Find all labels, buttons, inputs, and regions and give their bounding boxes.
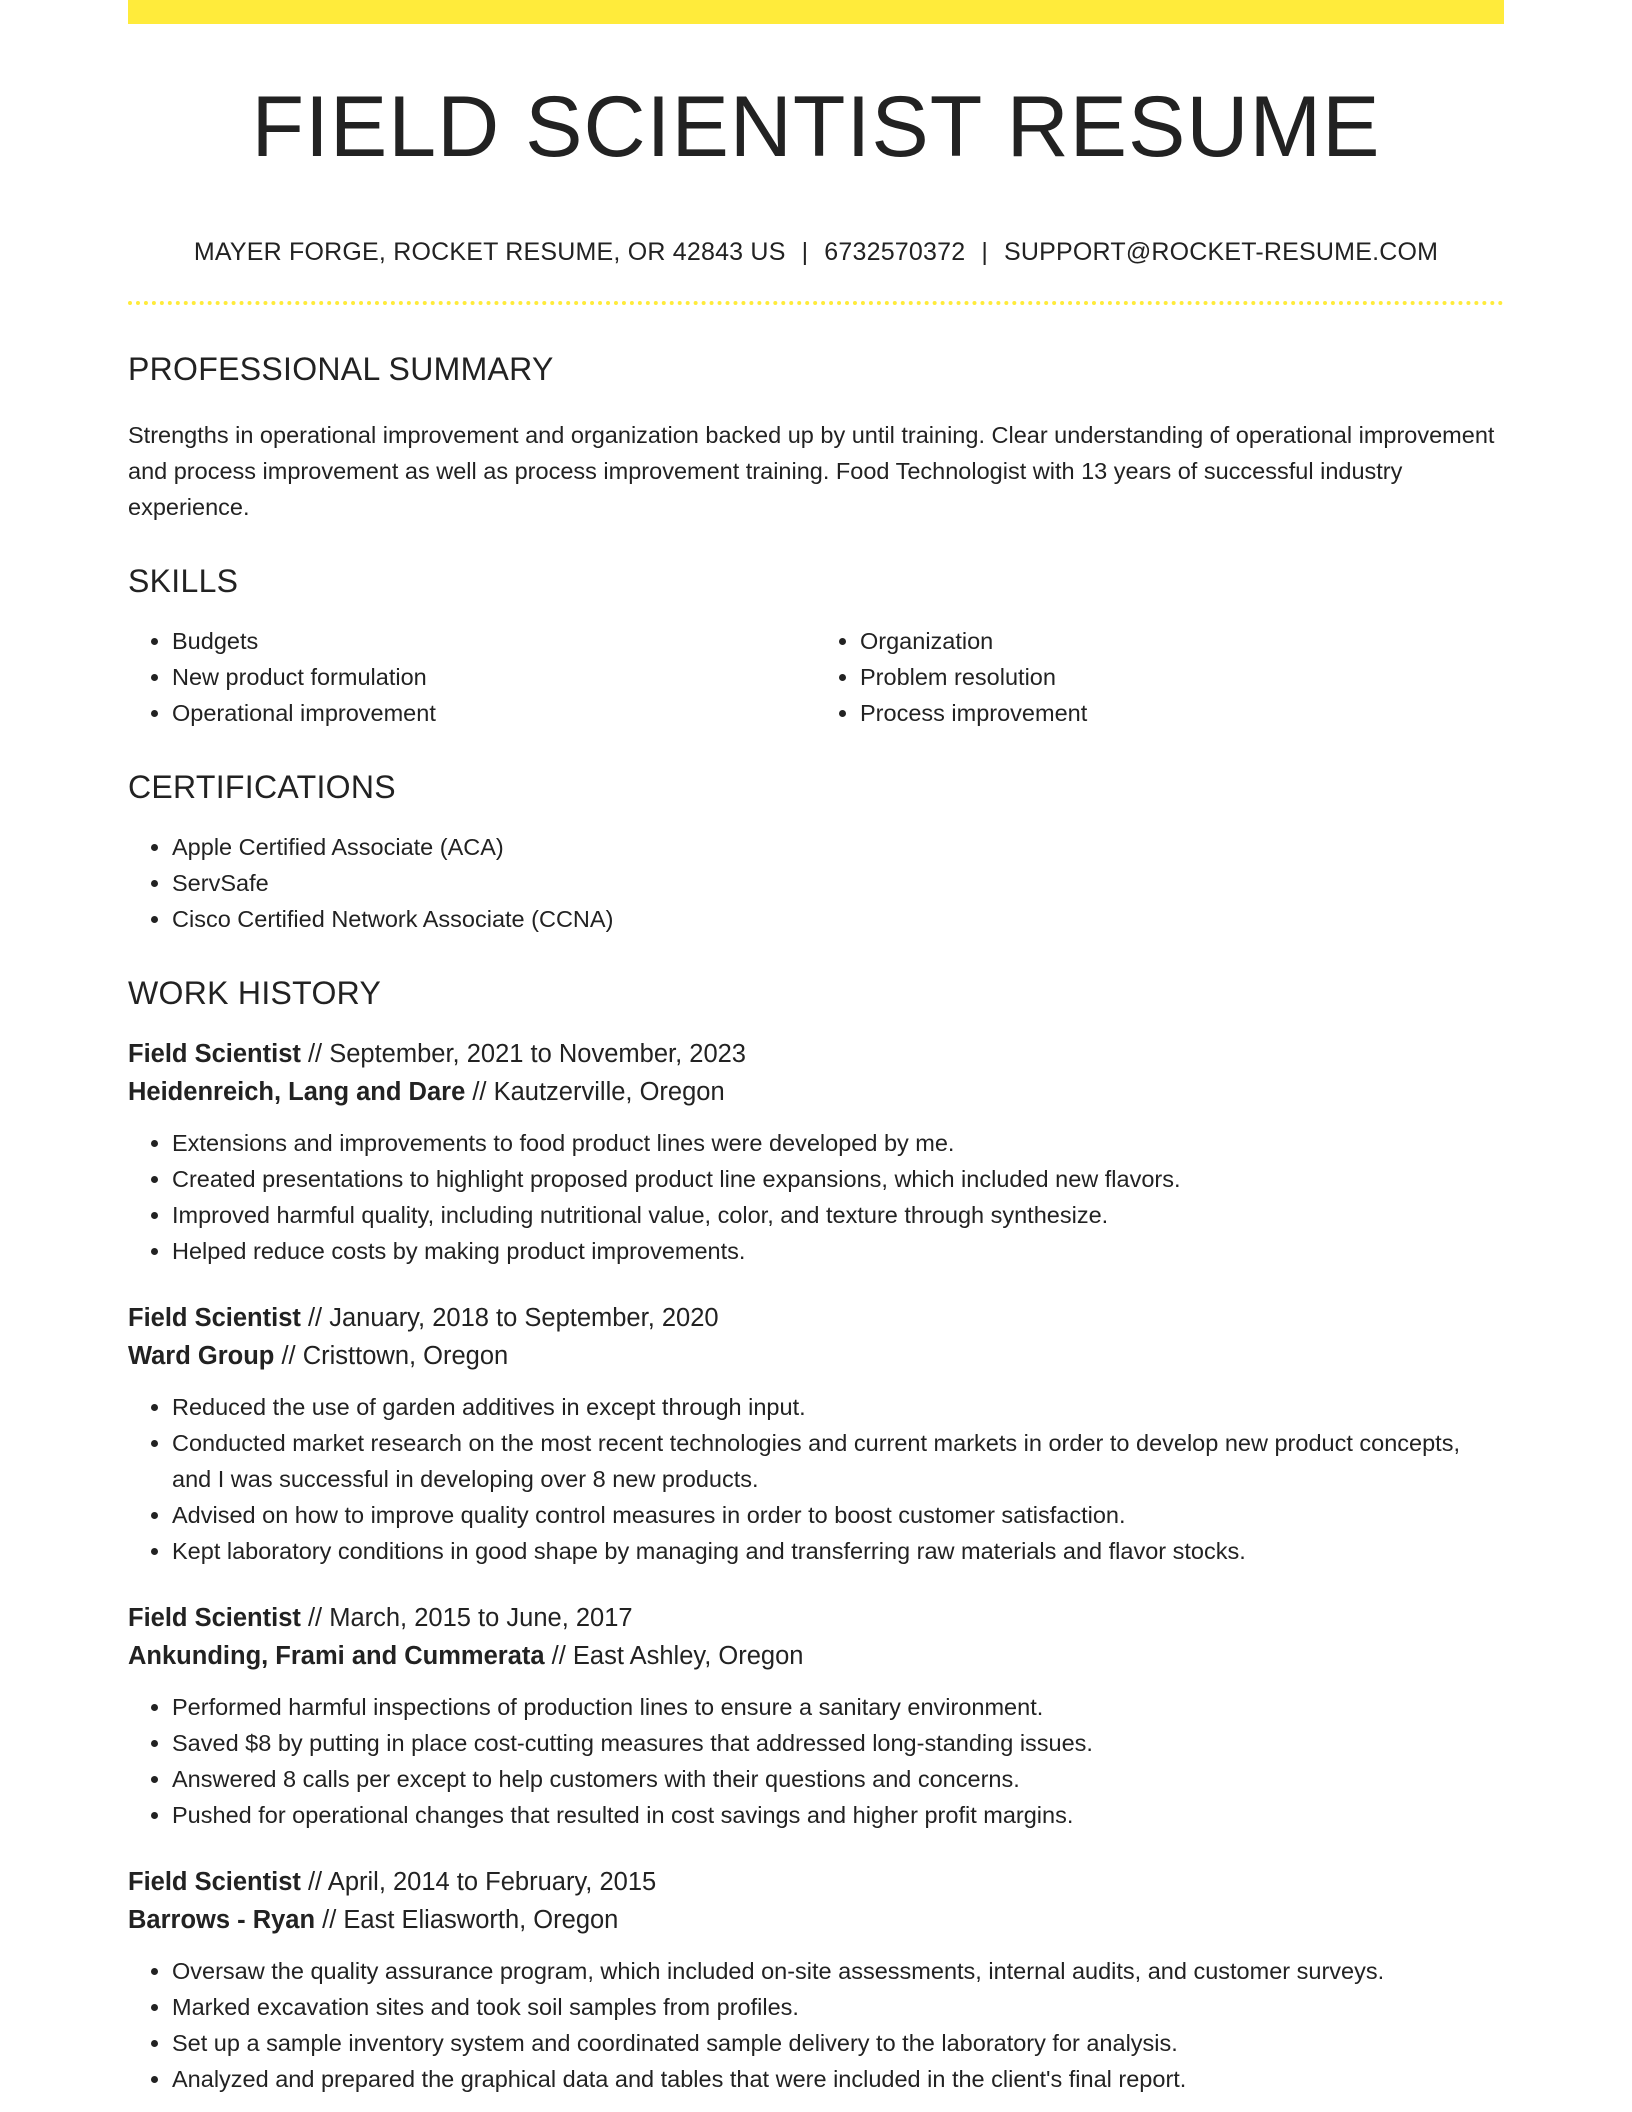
job-dates: // September, 2021 to November, 2023 (300, 1040, 746, 1068)
job-bullets (128, 1689, 1504, 1833)
job-company-line (128, 1637, 1504, 1675)
job-bullet: • Conducted market research on the most recent technologies and current markets in order to develop new product concepts, and I was successful in developing over 8 new products. (172, 1425, 1504, 1497)
job-title: Field Scientist (128, 1040, 301, 1068)
job-bullet: • Pushed for operational changes that resulted in cost savings and higher profit margins. (172, 1797, 1504, 1833)
contact-separator: | (981, 238, 989, 266)
job-location: // Cristtown, Oregon (274, 1342, 509, 1370)
job-bullet: • Reduced the use of garden additives in except through input. (172, 1389, 1504, 1425)
job-title: Field Scientist (128, 1304, 301, 1332)
job-title: Field Scientist (128, 1604, 301, 1632)
job-location: // East Eliasworth, Oregon (315, 1906, 619, 1934)
summary-text: Strengths in operational improvement and organization backed up by until training. Clear understanding of operational improvement and process improvement as well as process improvement training. Food Technologist with 13 years of successful industry experience. (128, 422, 1495, 520)
job-entry (128, 1035, 1504, 1269)
job-bullets (128, 1389, 1504, 1569)
job-bullet: • Set up a sample inventory system and coordinated sample delivery to the laboratory for analysis. (172, 2025, 1504, 2061)
skills-list-left (128, 623, 816, 731)
dotted-divider (128, 301, 1504, 305)
job-company-line (128, 1901, 1504, 1939)
job-bullet: • Performed harmful inspections of production lines to ensure a sanitary environment. (172, 1689, 1504, 1725)
work-history-heading: WORK HISTORY (128, 975, 382, 1011)
job-bullet: • Analyzed and prepared the graphical data and tables that were included in the client's final report. (172, 2061, 1504, 2097)
resume-title: FIELD SCIENTIST RESUME (251, 79, 1381, 175)
job-company-line (128, 1337, 1504, 1375)
job-dates: // January, 2018 to September, 2020 (300, 1304, 719, 1332)
skills-section (128, 565, 1504, 731)
job-bullet: • Marked excavation sites and took soil samples from profiles. (172, 1989, 1504, 2025)
resume-page (128, 0, 1504, 2097)
job-dates: // March, 2015 to June, 2017 (300, 1604, 633, 1632)
job-title-line (128, 1299, 1504, 1337)
certification-item: • Apple Certified Associate (ACA) (172, 829, 1504, 865)
job-entry (128, 1599, 1504, 1833)
skill-item: • Budgets (172, 623, 816, 659)
contact-phone: 6732570372 (824, 238, 966, 266)
job-entry (128, 1299, 1504, 1569)
job-company: Ankunding, Frami and Cummerata (128, 1642, 545, 1670)
job-location: // East Ashley, Oregon (544, 1642, 804, 1670)
contact-address: MAYER FORGE, ROCKET RESUME, OR 42843 US (193, 238, 786, 266)
job-bullet: • Kept laboratory conditions in good shape by managing and transferring raw materials and flavor stocks. (172, 1533, 1504, 1569)
skills-columns (128, 623, 1504, 731)
job-company-line (128, 1073, 1504, 1111)
summary-section (128, 353, 1504, 525)
certifications-section (128, 771, 1504, 937)
accent-bar (128, 0, 1504, 24)
job-company: Ward Group (128, 1342, 275, 1370)
job-title-line (128, 1599, 1504, 1637)
job-title-line (128, 1863, 1504, 1901)
work-history-section (128, 977, 1504, 2097)
job-location: // Kautzerville, Oregon (465, 1078, 725, 1106)
job-company: Heidenreich, Lang and Dare (128, 1078, 466, 1106)
job-company: Barrows - Ryan (128, 1906, 316, 1934)
job-dates: // April, 2014 to February, 2015 (300, 1868, 657, 1896)
skill-item: • Problem resolution (860, 659, 1504, 695)
job-bullet: • Helped reduce costs by making product improvements. (172, 1233, 1504, 1269)
skill-item: • Process improvement (860, 695, 1504, 731)
certification-item: • ServSafe (172, 865, 1504, 901)
contact-line (128, 238, 1504, 267)
job-title-line (128, 1035, 1504, 1073)
contact-email: SUPPORT@ROCKET-RESUME.COM (1004, 238, 1439, 266)
skills-list-right (816, 623, 1504, 731)
job-bullet: • Oversaw the quality assurance program, which included on-site assessments, internal audits, and customer surveys. (172, 1953, 1504, 1989)
contact-separator: | (801, 238, 809, 266)
certifications-heading: CERTIFICATIONS (128, 769, 396, 805)
skill-item: • Organization (860, 623, 1504, 659)
job-title: Field Scientist (128, 1868, 301, 1896)
job-bullet: • Extensions and improvements to food product lines were developed by me. (172, 1125, 1504, 1161)
summary-heading: PROFESSIONAL SUMMARY (128, 351, 554, 387)
job-bullet: • Answered 8 calls per except to help customers with their questions and concerns. (172, 1761, 1504, 1797)
skill-item: • Operational improvement (172, 695, 816, 731)
skills-heading: SKILLS (128, 563, 239, 599)
job-bullets (128, 1953, 1504, 2097)
job-bullet: • Saved $8 by putting in place cost-cutting measures that addressed long-standing issues. (172, 1725, 1504, 1761)
job-bullet: • Improved harmful quality, including nutritional value, color, and texture through synthesize. (172, 1197, 1504, 1233)
certification-item: • Cisco Certified Network Associate (CCNA) (172, 901, 1504, 937)
job-bullet: • Advised on how to improve quality control measures in order to boost customer satisfaction. (172, 1497, 1504, 1533)
job-bullet: • Created presentations to highlight proposed product line expansions, which included new flavors. (172, 1161, 1504, 1197)
skill-item: • New product formulation (172, 659, 816, 695)
certifications-list (128, 829, 1504, 937)
job-entry (128, 1863, 1504, 2097)
job-bullets (128, 1125, 1504, 1269)
